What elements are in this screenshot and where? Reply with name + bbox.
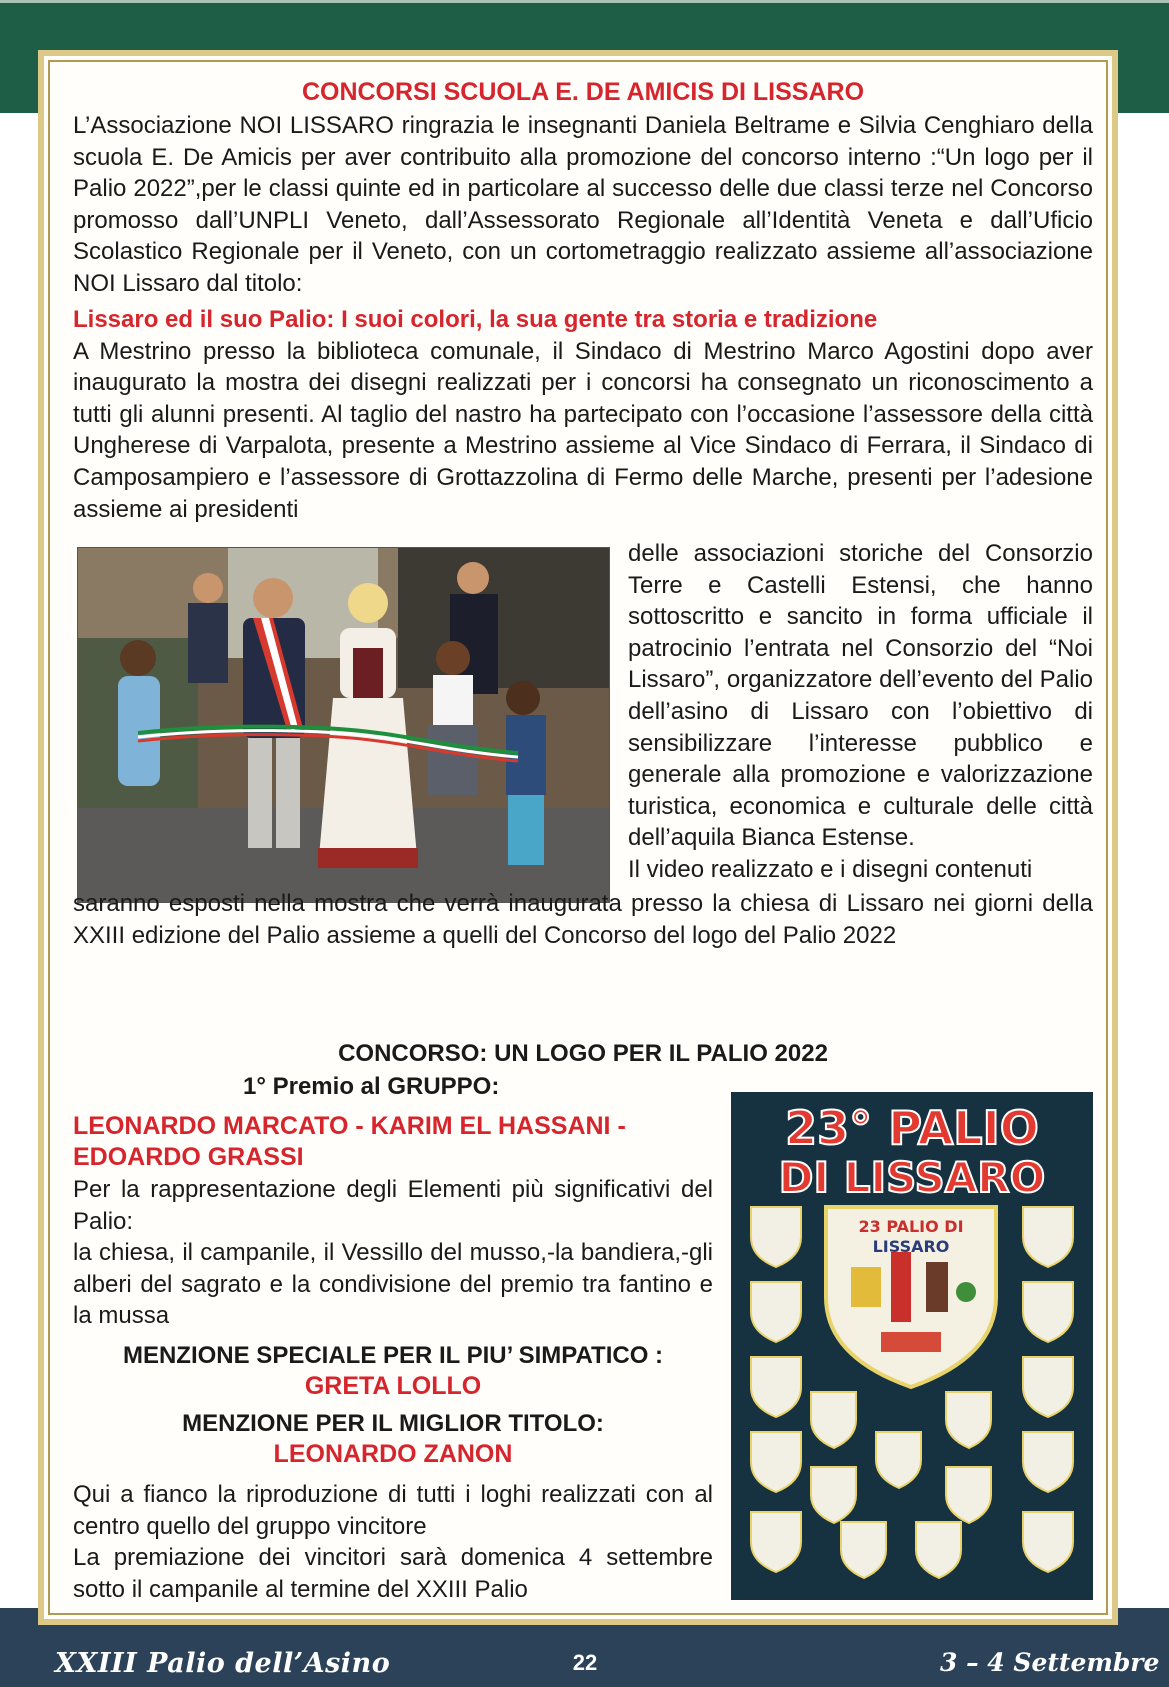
footer-dates: 3 – 4 Settembre xyxy=(940,1648,1160,1677)
winners-names: LEONARDO MARCATO - KARIM EL HASSANI - EDOARDO GRASSI xyxy=(73,1112,626,1171)
intro-paragraph: L’Associazione NOI LISSARO ringrazia le insegnanti Daniela Beltrame e Silvia Cenghiaro della scuola E. De Amicis per aver contribuito alla promozione del concorso interno :“Un logo per il Palio 2022”,per le classi quinte ed in particolare al successo delle due classi terze nel Concorso promosso dall’UNPLI Veneto, dall’Assessorato Regionale all’Identità Veneta e dall’Uficio Scolastico Regionale per il Veneto, con un cortometraggio realizzato assieme all’associazione NOI Lissaro dal titolo: xyxy=(73,112,1093,297)
poster-title-line2: DI LISSARO xyxy=(778,1153,1046,1202)
shield-title-line1: 23 PALIO DI xyxy=(858,1217,964,1236)
footer-publication-title: XXIII Palio dell’Asino xyxy=(55,1648,391,1679)
title-mention-name: LEONARDO ZANON xyxy=(273,1439,513,1468)
prize-description: Per la rappresentazione degli Elementi più significativi del Palio: xyxy=(73,1176,713,1235)
title-mention-label: MENZIONE PER IL MIGLIOR TITOLO: xyxy=(182,1409,604,1437)
video-sentence-start: Il video realizzato e i disegni contenuti xyxy=(628,855,1033,883)
logos-note: Qui a fianco la riproduzione di tutti i loghi realizzati con al centro quello del gruppo vincitore xyxy=(73,1480,713,1540)
first-prize-label: 1° Premio al GRUPPO: xyxy=(243,1073,500,1100)
award-date-note: La premiazione dei vincitori sarà domenica 4 settembre sotto il campanile al termine del XXIII Palio xyxy=(73,1544,713,1603)
page-number: 22 xyxy=(572,1650,598,1675)
poster-title-line1: 23° PALIO xyxy=(785,1101,1039,1155)
palio-logos-poster xyxy=(731,1092,1093,1600)
film-title: Lissaro ed il suo Palio: I suoi colori, la sua gente tra storia e tradizione xyxy=(73,305,878,333)
right-column-text xyxy=(628,538,1093,886)
article-title: CONCORSI SCUOLA E. DE AMICIS DI LISSARO xyxy=(301,78,865,106)
special-mention-name: GRETA LOLLO xyxy=(304,1371,482,1400)
logo-contest-title: CONCORSO: UN LOGO PER IL PALIO 2022 xyxy=(338,1040,828,1067)
special-mention-label: MENZIONE SPECIALE PER IL PIU’ SIMPATICO : xyxy=(122,1341,664,1369)
video-sentence-continuation: saranno esposti nella mostra che verrà inaugurata presso la chiesa di Lissaro nei giorni della XXIII edizione del Palio assieme a quelli del Concorso del logo del Palio 2022 xyxy=(73,890,1093,949)
article-concorsi-scuola xyxy=(73,78,1093,525)
ribbon-cutting-photo xyxy=(77,547,610,903)
shield-title-line2: LISSARO xyxy=(872,1237,950,1256)
prize-elements: la chiesa, il campanile, il Vessillo del musso,-la bandiera,-gli alberi del sagrato e la condivisione del premio tra fantino e la mussa xyxy=(73,1239,713,1330)
logo-contest-section xyxy=(73,1073,713,1605)
consorzio-paragraph: delle associazioni storiche del Consorzio Terre e Castelli Estensi, che hanno sottoscritto e sancito in forma ufficiale il patrocinio l’entrata nel Consorzio del “Noi Lissaro”, organizzatore dell’evento del Palio dell’asino di Lissaro con l’obiettivo di sensibilizzare l’interesse pubblico e generale alla promozione e valorizzazione turistica, economica e culturale delle città dell’aquila Bianca Estense. xyxy=(628,540,1093,852)
ceremony-paragraph: A Mestrino presso la biblioteca comunale, il Sindaco di Mestrino Marco Agostini dopo aver inaugurato la mostra dei disegni realizzati per i concorsi ha consegnato un riconoscimento a tutti gli alunni presenti. Al taglio del nastro ha partecipato con l’occasione l’assessore della città Ungherese di Varpalota, presente a Mestrino assieme al Vice Sindaco di Ferrara, il Sindaco di Camposampiero e l’assessore di Grottazzolina di Fermo delle Marche, presenti per l’adesione assieme ai presidenti xyxy=(73,337,1093,523)
